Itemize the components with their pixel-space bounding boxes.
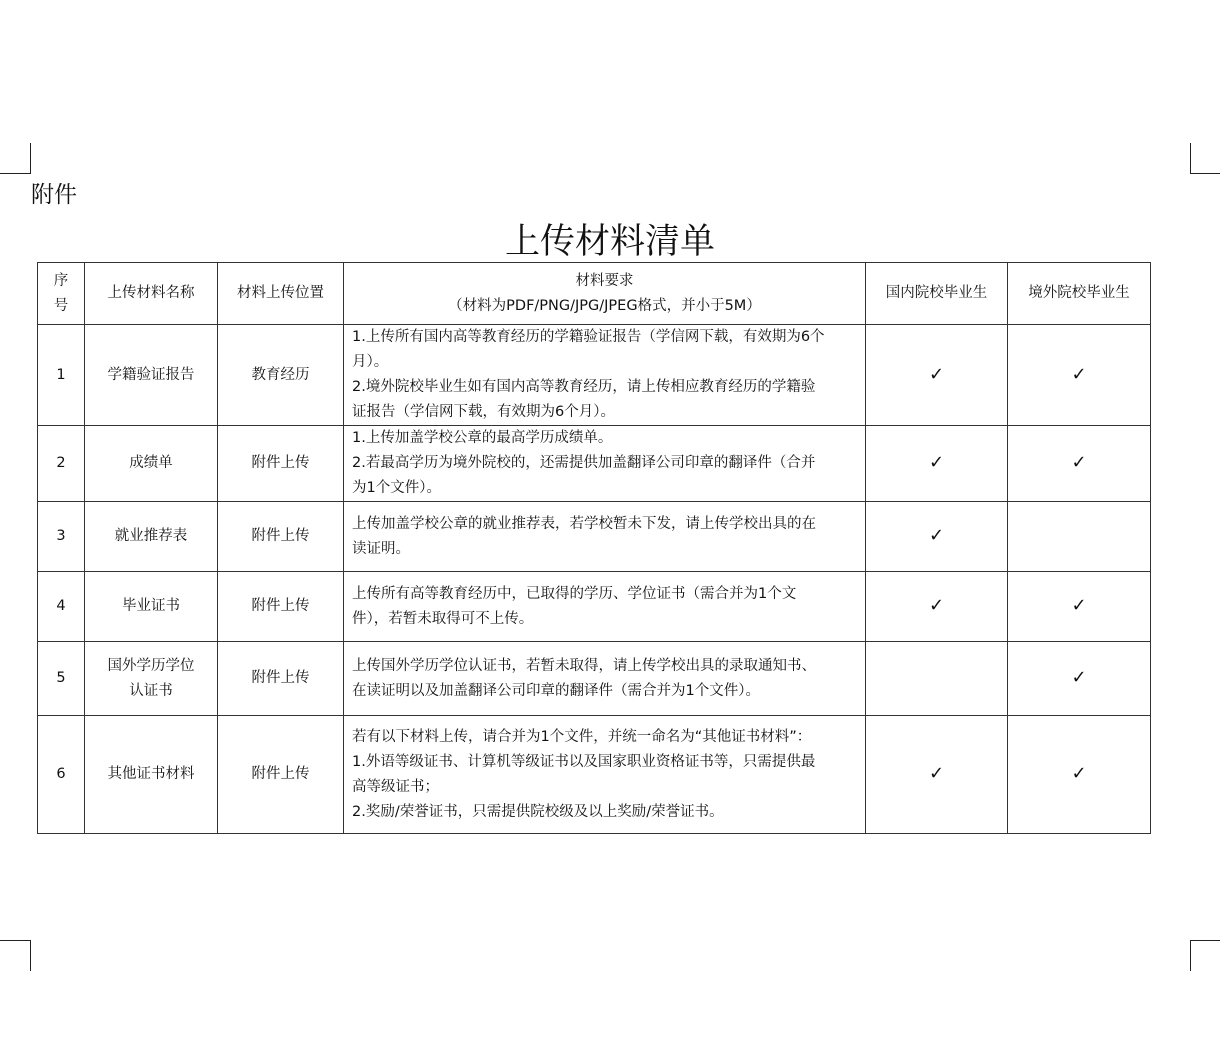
overseas-applicable <box>1008 325 1151 426</box>
table-row <box>38 716 1151 834</box>
check-icon: ✓ <box>928 763 945 784</box>
materials-table <box>37 262 1151 834</box>
header-overseas: 境外院校毕业生 <box>1008 263 1151 325</box>
upload-location: 附件上传 <box>218 502 344 572</box>
header-requirements: 材料要求 （材料为PDF/PNG/JPG/JPEG格式，并小于5M） <box>344 263 866 325</box>
table-row <box>38 642 1151 716</box>
crop-mark-bottom-left <box>0 940 31 971</box>
crop-mark-bottom-right <box>1190 940 1220 971</box>
material-requirements: 上传加盖学校公章的就业推荐表，若学校暂未下发，请上传学校出具的在 读证明。 <box>344 502 866 572</box>
header-location: 材料上传位置 <box>218 263 344 325</box>
material-requirements: 上传国外学历学位认证书，若暂未取得，请上传学校出具的录取通知书、 在读证明以及加盖翻译公司印章的翻译件（需合并为1个文件）。 <box>344 642 866 716</box>
material-requirements: 上传所有高等教育经历中，已取得的学历、学位证书（需合并为1个文 件），若暂未取得可不上传。 <box>344 572 866 642</box>
material-name: 其他证书材料 <box>85 716 218 834</box>
table-row <box>38 572 1151 642</box>
table-row <box>38 325 1151 426</box>
material-name: 学籍验证报告 <box>85 325 218 426</box>
material-requirements: 若有以下材料上传，请合并为1个文件，并统一命名为“其他证书材料”： 1.外语等级证书、计算机等级证书以及国家职业资格证书等，只需提供最 高等级证书； 2.奖励/荣誉证书，只需提供院校级及以上奖励/荣誉证书。 <box>344 716 866 834</box>
material-name: 成绩单 <box>85 426 218 502</box>
material-name: 就业推荐表 <box>85 502 218 572</box>
material-name: 毕业证书 <box>85 572 218 642</box>
row-index: 5 <box>38 642 85 716</box>
material-name: 国外学历学位 认证书 <box>85 642 218 716</box>
header-name: 上传材料名称 <box>85 263 218 325</box>
overseas-applicable <box>1008 642 1151 716</box>
header-domestic: 国内院校毕业生 <box>866 263 1008 325</box>
check-icon: ✓ <box>928 525 945 546</box>
check-icon: ✓ <box>928 363 945 385</box>
overseas-applicable <box>1008 426 1151 502</box>
row-index: 2 <box>38 426 85 502</box>
check-icon: ✓ <box>1071 667 1087 688</box>
overseas-applicable <box>1008 716 1151 834</box>
overseas-applicable <box>1008 572 1151 642</box>
upload-location: 附件上传 <box>218 572 344 642</box>
check-icon: ✓ <box>1071 595 1087 616</box>
material-requirements: 1.上传所有国内高等教育经历的学籍验证报告（学信网下载，有效期为6个 月）。 2.境外院校毕业生如有国内高等教育经历，请上传相应教育经历的学籍验 证报告（学信网下载，有效期为6个月）。 <box>344 325 866 426</box>
check-icon: ✓ <box>1071 452 1087 473</box>
upload-location: 教育经历 <box>218 325 344 426</box>
domestic-applicable <box>866 642 1008 716</box>
row-index: 4 <box>38 572 85 642</box>
attachment-label: 附件 <box>31 182 77 208</box>
table-row <box>38 502 1151 572</box>
domestic-applicable <box>866 572 1008 642</box>
row-index: 3 <box>38 502 85 572</box>
domestic-applicable <box>866 502 1008 572</box>
check-icon: ✓ <box>928 595 945 616</box>
upload-location: 附件上传 <box>218 642 344 716</box>
header-row <box>38 263 1151 325</box>
domestic-applicable <box>866 426 1008 502</box>
crop-mark-top-right <box>1190 143 1220 174</box>
domestic-applicable <box>866 325 1008 426</box>
domestic-applicable <box>866 716 1008 834</box>
upload-location: 附件上传 <box>218 716 344 834</box>
row-index: 1 <box>38 325 85 426</box>
upload-location: 附件上传 <box>218 426 344 502</box>
crop-mark-top-left <box>0 143 31 174</box>
check-icon: ✓ <box>928 452 945 473</box>
check-icon: ✓ <box>1071 363 1087 385</box>
material-requirements: 1.上传加盖学校公章的最高学历成绩单。 2.若最高学历为境外院校的，还需提供加盖翻译公司印章的翻译件（合并 为1个文件）。 <box>344 426 866 502</box>
row-index: 6 <box>38 716 85 834</box>
document-title: 上传材料清单 <box>504 222 715 262</box>
check-icon: ✓ <box>1071 763 1087 784</box>
header-index: 序 号 <box>38 263 85 325</box>
table-row <box>38 426 1151 502</box>
overseas-applicable <box>1008 502 1151 572</box>
